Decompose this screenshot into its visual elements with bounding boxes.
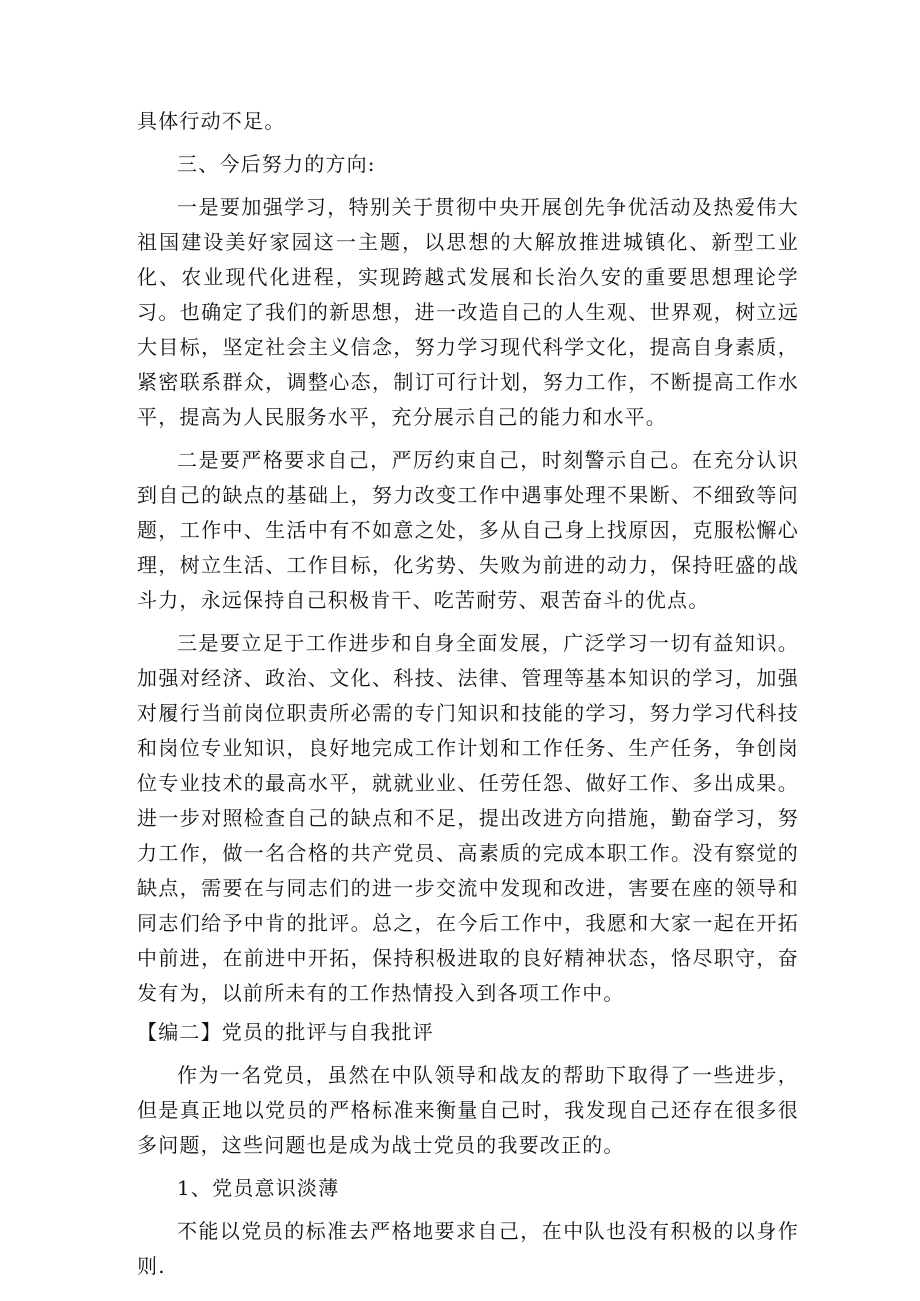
subheading-party-awareness: 1、党员意识淡薄: [177, 1176, 340, 1200]
paragraph-point-three: 三是要立足于工作进步和自身全面发展，广泛学习一切有益知识。加强对经济、政治、文化、科技、法律、管理等基本知识的学习，加强对履行当前岗位职责所必需的专门知识和技能的学习，努力学习代科技和岗位专业知识，良好地完成工作计划和工作任务、生产任务，争创岗位专业技术的最高水平，就就业业、任劳任怨、做好工作、多出成果。进一步对照检查自己的缺点和不足，提出改进方向措施，勤奋学习，努力工作，做一名合格的共产党员、高素质的完成本职工作。没有察觉的缺点，需要在与同志们的进一步交流中发现和改进，害要在座的领导和同志们给予中肯的批评。总之，在今后工作中，我愿和大家一起在开拓中前进，在前进中开拓，保持积极进取的良好精神状态，恪尽职守，奋发有为，以前所未有的工作热情投入到各项工作中。: [137, 631, 799, 1005]
paragraph-party-awareness: 不能以党员的标准去严格地要求自己，在中队也没有积极的以身作则.: [137, 1219, 799, 1278]
section-heading-part-two: 【编二】党员的批评与自我批评: [137, 1020, 434, 1044]
paragraph-point-one: 一是要加强学习，特别关于贯彻中央开展创先争优活动及热爱伟大祖国建设美好家园这一主题，以思想的大解放推进城镇化、新型工业化、农业现代化进程，实现跨越式发展和长治久安的重要思想理论学习。也确定了我们的新思想，进一改造自己的人生观、世界观，树立远大目标，坚定社会主义信念，努力学习现代科学文化，提高自身素质，紧密联系群众，调整心态，制订可行计划，努力工作，不断提高工作水平，提高为人民服务水平，充分展示自己的能力和水平。: [137, 195, 799, 429]
paragraph-intro-part-two: 作为一名党员，虽然在中队领导和战友的帮助下取得了一些进步，但是真正地以党员的严格标准来衡量自己时，我发现自己还存在很多很多问题，这些问题也是成为战士党员的我要改正的。: [137, 1063, 799, 1157]
paragraph-point-two: 二是要严格要求自己，严厉约束自己，时刻警示自己。在充分认识到自己的缺点的基础上，努力改变工作中遇事处理不果断、不细致等问题，工作中、生活中有不如意之处，多从自己身上找原因，克服松懈心理，树立生活、工作目标，化劣势、失败为前进的动力，保持旺盛的战斗力，永远保持自己积极肯干、吃苦耐劳、艰苦奋斗的优点。: [137, 448, 799, 612]
section-heading-future-direction: 三、今后努力的方向:: [177, 152, 376, 176]
paragraph-continuation: 具体行动不足。: [137, 109, 286, 133]
document-body: [137, 104, 799, 1284]
